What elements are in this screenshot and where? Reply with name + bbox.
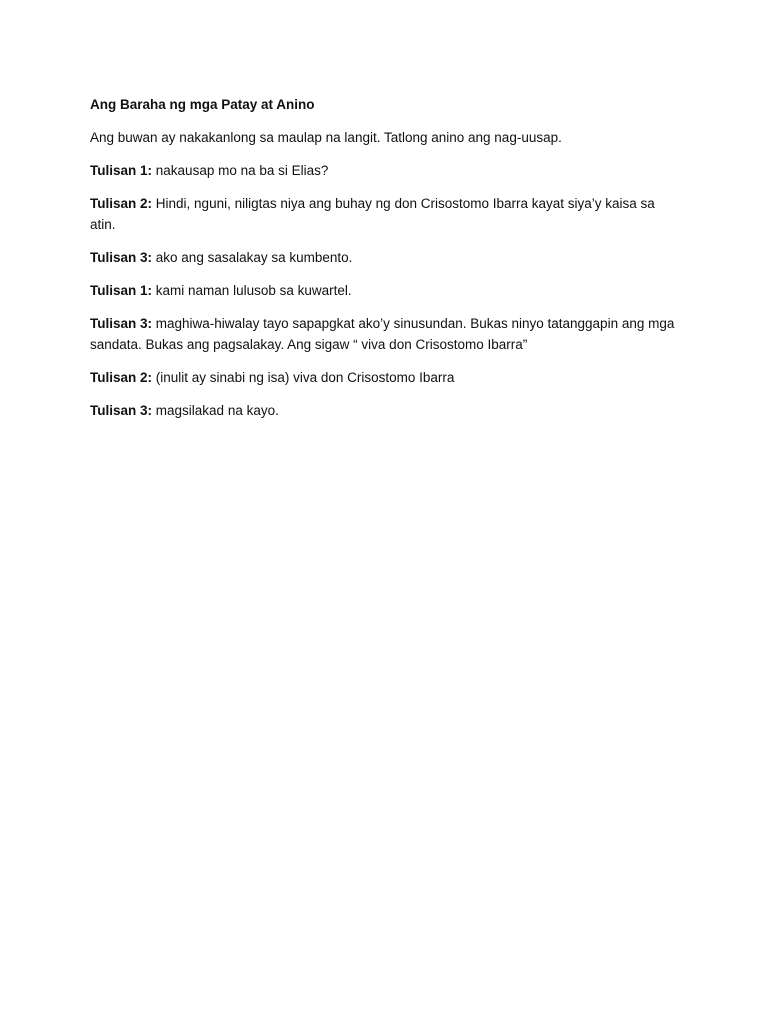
speaker-label: Tulisan 3: [90,316,153,331]
dialogue-line [90,160,680,181]
speaker-label: Tulisan 1: [90,283,153,298]
speaker-label: Tulisan 3: [90,250,153,265]
dialogue-text: magsilakad na kayo. [155,403,279,418]
dialogue-text: kami naman lulusob sa kuwartel. [155,283,352,298]
dialogue-line [90,247,680,268]
dialogue-line [90,193,680,235]
speaker-label: Tulisan 2: [90,370,153,385]
dialogue-text: nakausap mo na ba si Elias? [155,163,329,178]
speaker-label: Tulisan 3: [90,403,153,418]
dialogue-text: ako ang sasalakay sa kumbento. [155,250,353,265]
speaker-label: Tulisan 1: [90,163,153,178]
dialogue-text: maghiwa-hiwalay tayo sapapgkat ako’y sinusundan. Bukas ninyo tatanggapin ang mga sandata. Bukas ang pagsalakay. Ang sigaw “ viva don Crisostomo Ibarra” [90,316,675,352]
speaker-label: Tulisan 2: [90,196,153,211]
dialogue-line [90,367,680,388]
document-title: Ang Baraha ng mga Patay at Anino [90,97,315,112]
dialogue-text: (inulit ay sinabi ng isa) viva don Crisostomo Ibarra [155,370,455,385]
dialogue-line [90,400,680,421]
intro-paragraph: Ang buwan ay nakakanlong sa maulap na langit. Tatlong anino ang nag-uusap. [90,130,562,145]
dialogue-line [90,280,680,301]
document-body [90,94,680,433]
dialogue-line [90,313,680,355]
dialogue-text: Hindi, nguni, niligtas niya ang buhay ng don Crisostomo Ibarra kayat siya’y kaisa sa atin. [90,196,655,232]
